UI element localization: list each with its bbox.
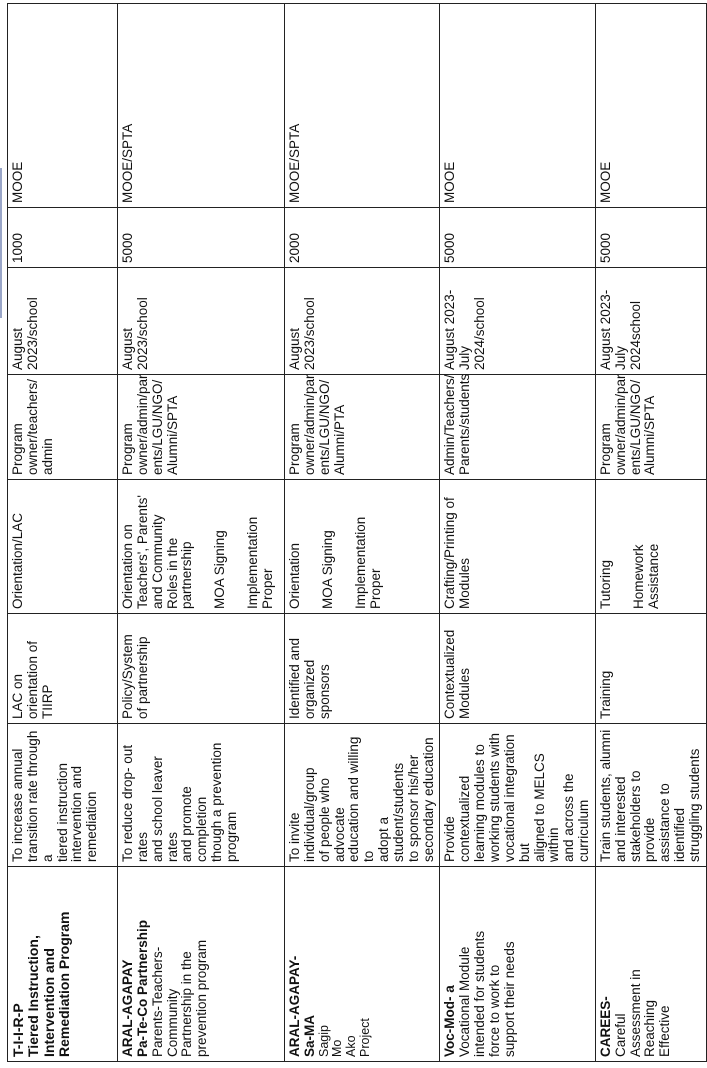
cell-line: Partnership in the <box>179 951 195 1057</box>
cell-line: To reduce drop- out rates <box>120 744 150 862</box>
cell-line: Implementation <box>245 516 261 609</box>
cell-line: and Community <box>149 514 165 609</box>
program-table <box>7 3 707 1062</box>
cell-line: Program <box>287 423 302 475</box>
cell-line: To increase annual <box>10 748 25 862</box>
cell-line: CAREES- <box>597 996 613 1057</box>
cell-line: Orientation on <box>120 524 135 609</box>
cell-line: Assistance <box>645 543 661 609</box>
program-cell <box>285 867 440 1062</box>
cell-line: though a prevention <box>209 742 225 862</box>
cell-line: Identified and <box>287 637 302 719</box>
spacer <box>303 484 321 609</box>
cell-line: transition rate through a <box>24 730 55 862</box>
cell-line: Modules <box>457 667 473 719</box>
cell-line: struggling students <box>686 748 702 862</box>
cell-line: To invite individual/group <box>287 767 317 862</box>
timeline-cell <box>8 268 118 375</box>
timeline-cell <box>595 268 706 375</box>
cell-line: Tiered Instruction, <box>25 935 42 1057</box>
cell-line: Implementation <box>352 516 368 609</box>
cell-line: support their needs <box>501 941 517 1057</box>
cell-line: Project <box>357 1018 372 1057</box>
persons-cell <box>440 375 595 480</box>
output-cell <box>440 614 595 724</box>
cell-line: remediation <box>84 791 100 862</box>
cell-line: owner/teachers/ <box>24 378 40 475</box>
cell-line: Sa-MA <box>301 1014 317 1057</box>
cell-line: ents/LGU/NGO/ <box>627 379 643 475</box>
timeline-cell <box>285 268 440 375</box>
fund-source-cell <box>118 4 285 208</box>
cell-line: August <box>287 327 302 370</box>
cell-line: Alumni/PTA <box>331 404 347 475</box>
cell-line: Policy/System <box>120 634 135 719</box>
cell-line: Parents/students <box>457 373 473 475</box>
cell-line: MOA Signing <box>319 530 335 609</box>
cell-line: tiered instruction <box>54 762 70 862</box>
cell-line: adopt a student/students <box>376 762 406 862</box>
fund-source-cell <box>440 4 595 208</box>
cell-line: Remediation Program <box>56 911 73 1057</box>
cell-line: owner/admin/par <box>134 374 150 475</box>
cell-line: Alumni/SPTA <box>164 395 180 475</box>
cell-line: Vocational Module <box>457 946 473 1057</box>
timeline-cell <box>440 268 595 375</box>
budget-value: 1000 <box>10 232 25 263</box>
cell-line: ents/LGU/NGO/ <box>316 379 332 475</box>
budget-value: 2000 <box>287 232 302 263</box>
cell-line: Proper <box>259 568 275 609</box>
cell-line: Mo <box>330 1039 345 1057</box>
output-cell <box>285 614 440 724</box>
activities-cell <box>595 480 706 614</box>
spacer <box>195 484 213 609</box>
cell-line: 2023/school <box>24 297 40 370</box>
cell-line: organized <box>301 659 317 719</box>
cell-line: Modules <box>457 557 473 609</box>
cell-line: partnership <box>179 541 195 609</box>
cell-line: assistance to identified <box>657 783 688 862</box>
cell-line: Effective <box>657 1005 673 1057</box>
persons-cell <box>8 375 118 480</box>
fund-source-cell <box>8 4 118 208</box>
program-cell <box>8 867 118 1062</box>
cell-line: admin <box>39 438 55 475</box>
cell-line: August <box>10 327 25 370</box>
output-cell <box>8 614 118 724</box>
cell-line: Community <box>164 988 180 1057</box>
cell-line: Orientation <box>287 542 302 609</box>
cell-line: Voc-Mod- a <box>442 985 458 1057</box>
budget-cell <box>595 208 706 268</box>
cell-line: owner/admin/par <box>301 374 317 475</box>
cell-line: August <box>120 327 135 370</box>
objective-cell <box>8 724 118 867</box>
budget-cell <box>285 208 440 268</box>
fund-source-cell <box>285 4 440 208</box>
cell-line: Orientation/LAC <box>10 512 25 609</box>
fund-source-value: MOOE <box>597 161 613 203</box>
table-row <box>595 4 706 1062</box>
cell-line: Proper <box>367 568 383 609</box>
cell-line: Crafting/Printing of <box>442 497 458 609</box>
cell-line: Homework <box>630 544 646 609</box>
cell-line: MOA Signing <box>212 530 228 609</box>
persons-cell <box>118 375 285 480</box>
activities-cell <box>285 480 440 614</box>
cell-line: program <box>223 811 239 862</box>
timeline-cell <box>118 268 285 375</box>
objective-cell <box>118 724 285 867</box>
table-row <box>8 4 118 1062</box>
cell-line: ARAL-AGAPAY <box>120 959 135 1057</box>
cell-line: orientation of <box>24 640 40 719</box>
cell-line: and across the curriculum <box>561 773 592 862</box>
cell-line: Pa-Te-Co Partnership <box>134 919 150 1057</box>
budget-value: 5000 <box>120 232 135 263</box>
cell-line: and promote completion <box>179 786 210 862</box>
cell-line: Contextualized <box>442 629 458 719</box>
spacer <box>614 484 632 609</box>
program-cell <box>595 867 706 1062</box>
cell-line: Intervention and <box>40 948 57 1057</box>
cell-line: force to work to <box>486 964 502 1057</box>
cell-line: stakeholders to provide <box>627 770 658 862</box>
budget-value: 5000 <box>597 232 613 263</box>
output-cell <box>595 614 706 724</box>
cell-line: and school leaver rates <box>149 756 180 862</box>
cell-line: Program <box>120 423 135 475</box>
cell-line: Assessment in <box>627 969 643 1057</box>
cell-line: secondary education <box>420 737 436 862</box>
cell-line: of people who advocate <box>316 777 347 862</box>
persons-cell <box>595 375 706 480</box>
program-cell <box>118 867 285 1062</box>
cell-line: learning modules to <box>472 744 488 862</box>
cell-line: Admin/Teachers/ <box>442 374 458 475</box>
fund-source-value: MOOE/SPTA <box>287 123 302 203</box>
cell-line: Teachers', Parents' <box>134 495 150 609</box>
budget-cell <box>118 208 285 268</box>
table-row <box>440 4 595 1062</box>
cell-line: intended for students <box>472 930 488 1057</box>
budget-cell <box>8 208 118 268</box>
cell-line: vocational integration but <box>501 734 532 862</box>
cell-line: ARAL-AGAPAY- <box>287 955 302 1057</box>
cell-line: Roles in the <box>164 537 180 609</box>
table-row <box>285 4 440 1062</box>
cell-line: working students with <box>486 732 502 862</box>
cell-line: Ako <box>344 1035 359 1057</box>
fund-source-cell <box>595 4 706 208</box>
objective-cell <box>285 724 440 867</box>
cell-line: Train students, alumni <box>597 729 613 862</box>
cell-line: Tutoring <box>597 559 613 609</box>
cell-line: prevention program <box>194 939 210 1057</box>
cell-line: Program <box>597 423 613 475</box>
cell-line: Sagip <box>316 1025 331 1057</box>
cell-line: Careful <box>612 1013 628 1057</box>
cell-line: 2024/school <box>472 297 488 370</box>
objective-cell <box>440 724 595 867</box>
cell-line: 2023/school <box>134 297 150 370</box>
spacer <box>336 484 354 609</box>
cell-line: Program <box>10 423 25 475</box>
fund-source-value: MOOE <box>442 161 458 203</box>
fund-source-value: MOOE/SPTA <box>120 123 135 203</box>
cell-line: August 2023-July <box>442 289 473 370</box>
cell-line: owner/admin/par <box>612 374 628 475</box>
activities-cell <box>8 480 118 614</box>
cell-line: TIIRP <box>39 684 55 719</box>
cell-line: sponsors <box>316 664 332 719</box>
cell-line: Provide contextualized <box>442 775 473 862</box>
budget-cell <box>440 208 595 268</box>
output-cell <box>118 614 285 724</box>
cell-line: Reaching <box>642 999 658 1057</box>
cell-line: T-I-I-R-P <box>10 1003 26 1057</box>
cell-line: ents/LGU/NGO/ <box>149 379 165 475</box>
cell-line: intervention and <box>69 765 85 862</box>
cell-line: Training <box>597 670 613 719</box>
cell-line: aligned to MELCS within <box>531 753 562 862</box>
cell-line: LAC on <box>10 673 25 719</box>
cell-line: to sponsor his/her <box>405 754 421 862</box>
spacer <box>228 484 246 609</box>
program-cell <box>440 867 595 1062</box>
cell-line: 2023/school <box>301 297 317 370</box>
activities-cell <box>118 480 285 614</box>
table-row <box>118 4 285 1062</box>
cell-line: education and willing to <box>346 736 377 862</box>
cell-line: 2024school <box>627 300 643 370</box>
persons-cell <box>285 375 440 480</box>
cell-line: August 2023-July <box>597 289 628 370</box>
objective-cell <box>595 724 706 867</box>
cell-line: Parents-Teachers- <box>149 946 165 1057</box>
cell-line: of partnership <box>134 636 150 719</box>
cell-line: and interested <box>612 776 628 862</box>
cell-line: Alumni/SPTA <box>642 395 658 475</box>
budget-value: 5000 <box>442 232 458 263</box>
fund-source-value: MOOE <box>10 161 25 203</box>
activities-cell <box>440 480 595 614</box>
